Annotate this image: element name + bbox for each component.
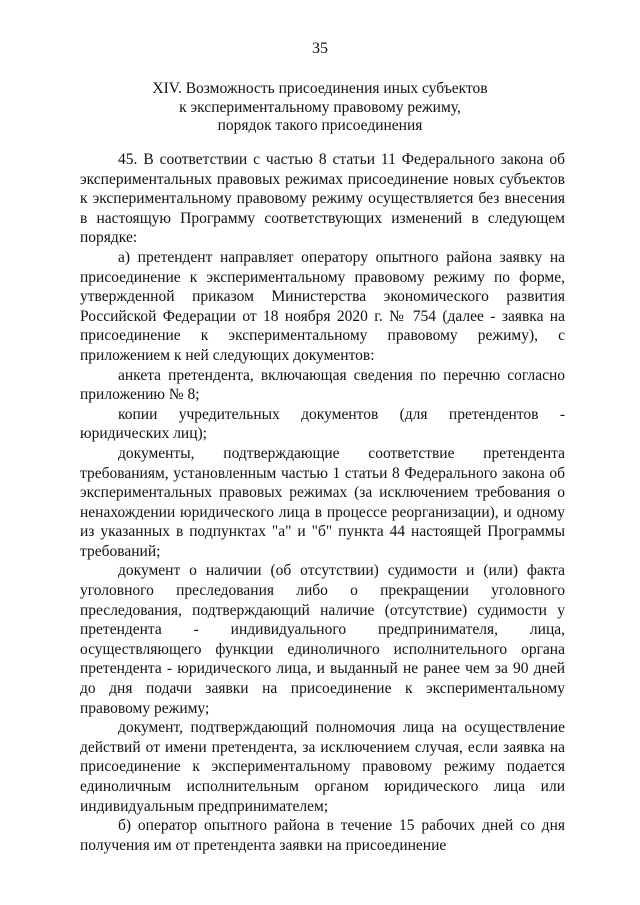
heading-line: к экспериментальному правовому режиму, [179, 98, 461, 116]
paragraph-item-b: б) оператор опытного района в течение 15 рабочих дней со дня получения им от претендента заявки на присоединение [80, 817, 565, 854]
heading-line: порядок такого присоединения [217, 117, 423, 134]
paragraph-compliance-documents: документы, подтверждающие соответствие претендента требованиям, установленным частью 1 статьи 8 Федерального закона об экспериментальных правовых режимах (за исключением требования о ненахождении юридического лица в процессе реорганизации), и одному из указанных в подпунктах "а" и "б" пункта 44 настоящей Программы требований; [80, 444, 565, 560]
paragraph-45: 45. В соответствии с частью 8 статьи 11 Федерального закона об экспериментальных правовых режимах присоединение новых субъектов к экспериментальному правовому режиму осуществляется без внесения в настоящую Программу соответствующих изменений в следующем порядке: [80, 151, 565, 247]
paragraph-criminal-record-document: документ о наличии (об отсутствии) судимости и (или) факта уголовного преследования либо о прекращении уголовного преследования, подтверждающий наличие (отсутствие) судимости у претендента - индивидуального предпринимателя, лица, осуществляющего функции единоличного исполнительного органа претендента - юридического лица, и выданный не ранее чем за 90 дней до дня подачи заявки на присоединение к экспериментальному правовому режиму; [80, 562, 565, 717]
section-heading [80, 80, 560, 136]
page-number: 35 [312, 40, 328, 57]
document-body [80, 150, 565, 855]
paragraph-authority-document: документ, подтверждающий полномочия лица на осуществление действий от имени претендента, за исключением случая, если заявка на присоединение к экспериментальному правовому режиму подается единоличным исполнительным органом юридического лица или индивидуальным предпринимателем; [80, 719, 565, 815]
paragraph-founding-documents: копии учредительных документов (для претендентов - юридических лиц); [80, 405, 565, 443]
paragraph-applicant-form: анкета претендента, включающая сведения по перечню согласно приложению № 8; [80, 366, 565, 404]
heading-line: XIV. Возможность присоединения иных субъектов [152, 80, 488, 97]
paragraph-item-a: а) претендент направляет оператору опытного района заявку на присоединение к экспериментальному правовому режиму по форме, утвержденной приказом Министерства экономического развития Российской Федерации от 18 ноября 2020 г. № 754 (далее - заявка на присоединение к экспериментальному правовому режиму), с приложением к ней следующих документов: [80, 248, 565, 364]
